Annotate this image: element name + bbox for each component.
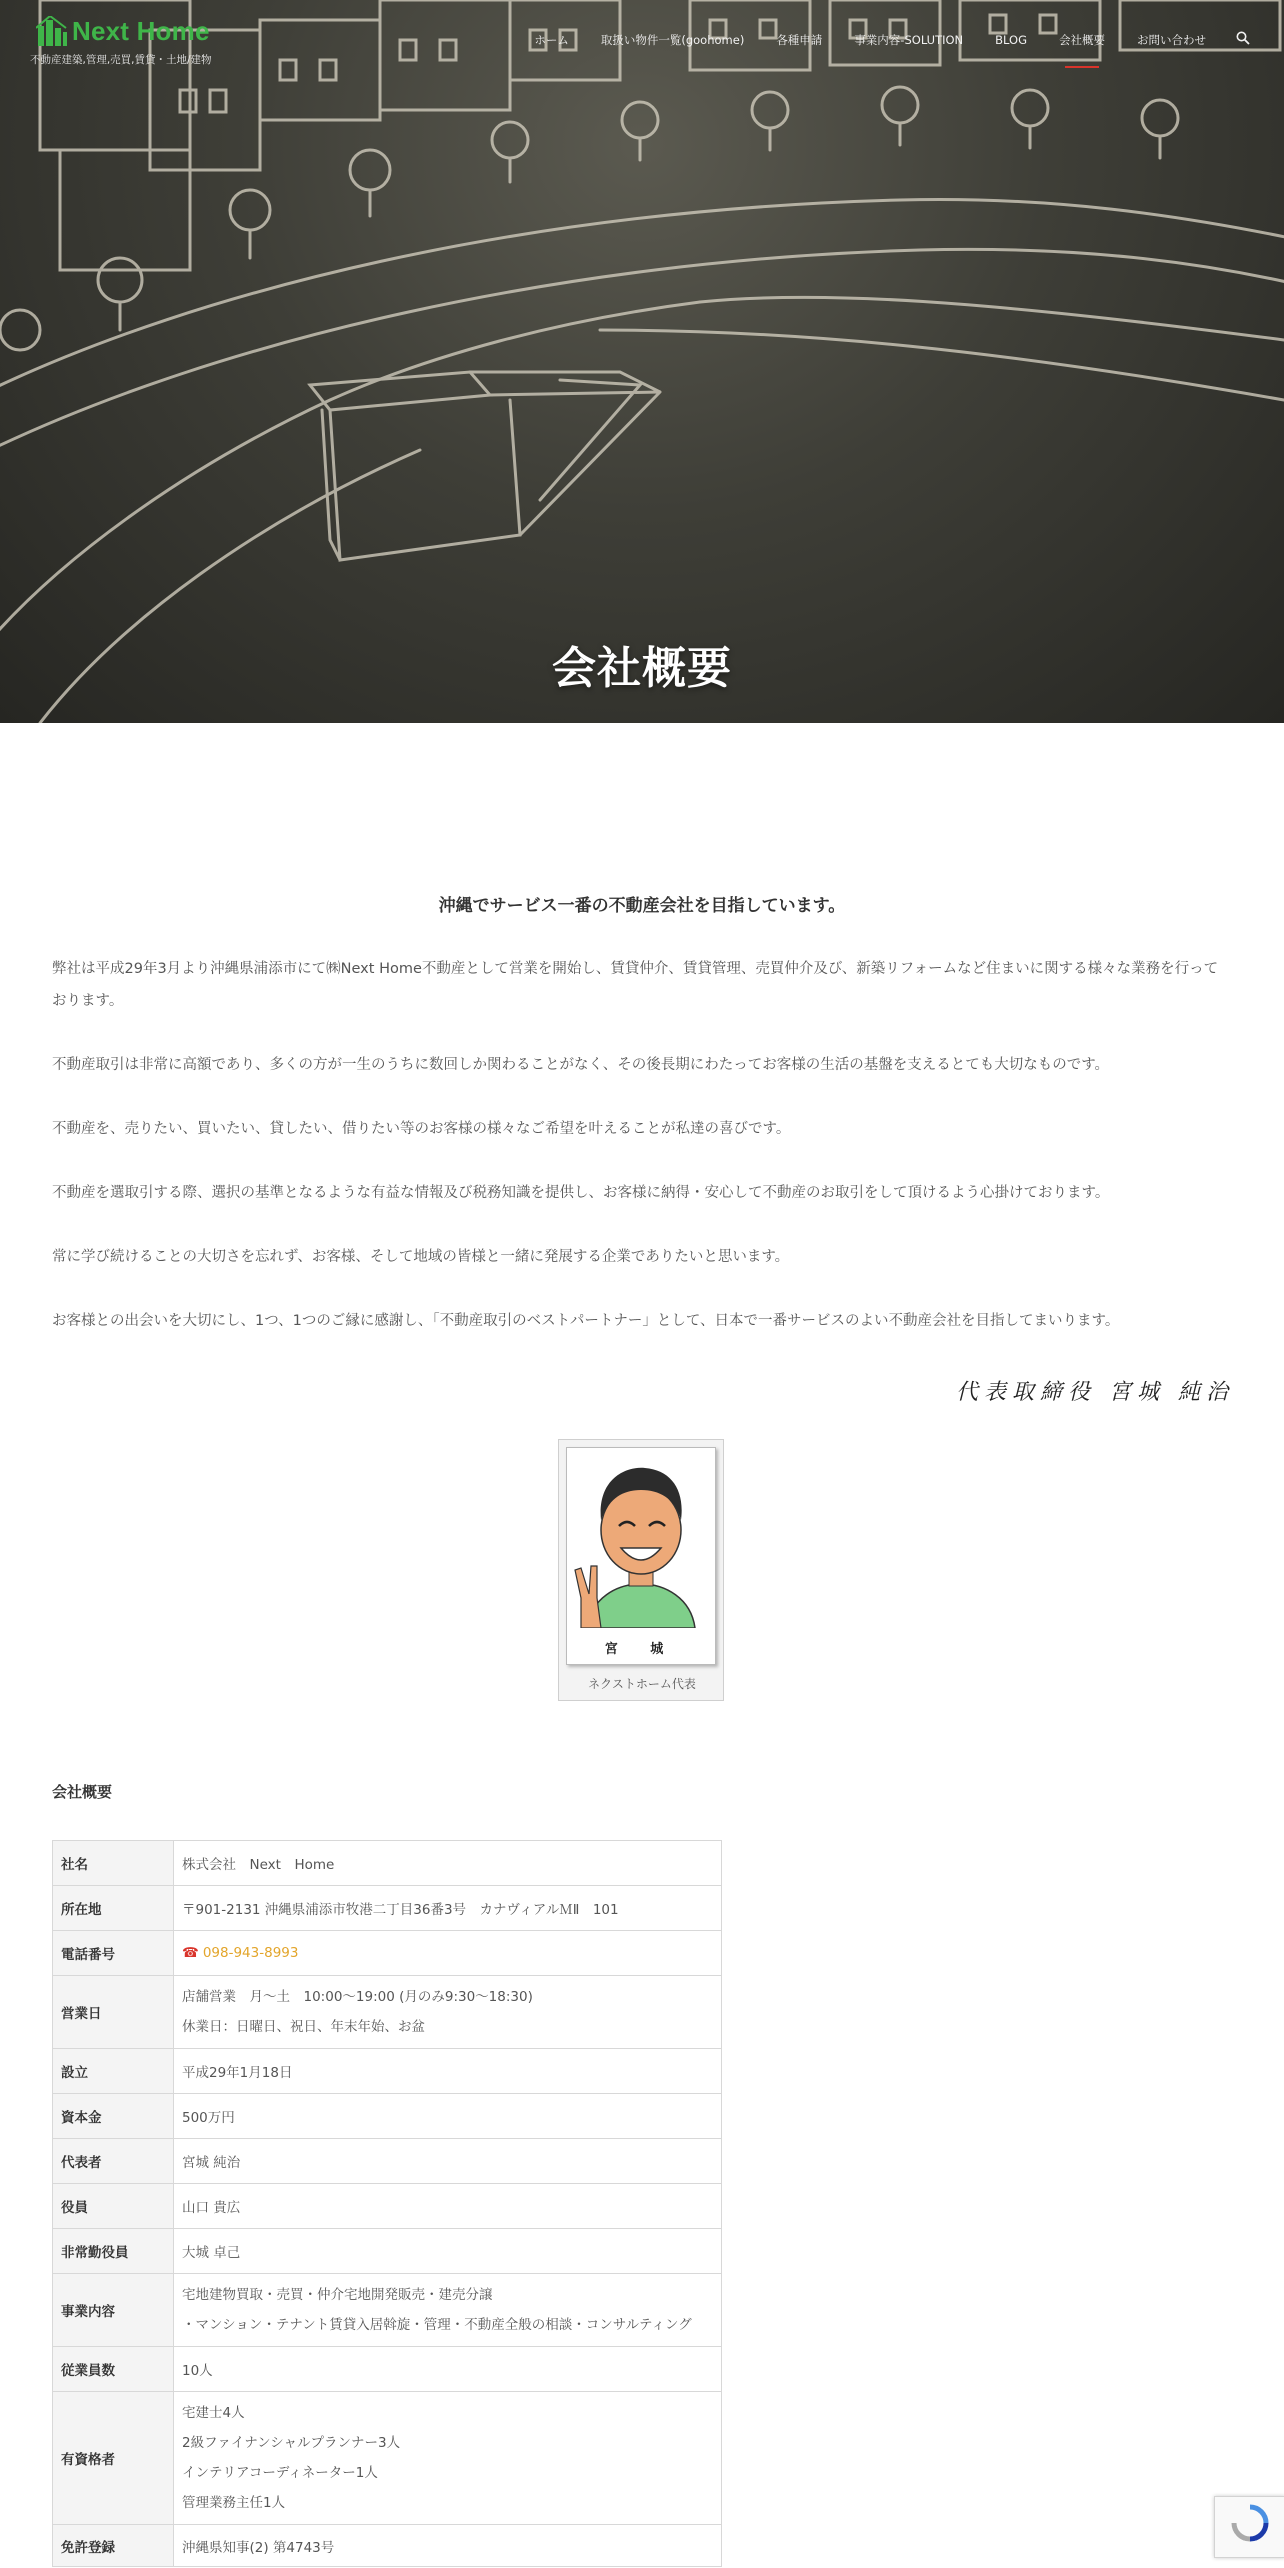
- table-row: [53, 2392, 722, 2525]
- portrait-name: 宮 城: [604, 1642, 678, 1657]
- row-value: 山口 貴広: [174, 2184, 722, 2229]
- row-value-line: 2級ファイナンシャルプランナー3人: [182, 2435, 401, 2451]
- phone-link[interactable]: 098-943-8993: [202, 1945, 299, 1961]
- nav-contact[interactable]: お問い合わせ: [1137, 32, 1206, 47]
- row-value: 株式会社 Next Home: [174, 1841, 722, 1886]
- building-icon: [36, 16, 68, 46]
- row-value: [174, 1976, 722, 2049]
- intro-paragraph: お客様との出会いを大切にし、1つ、1つのご縁に感謝し、「不動産取引のベストパートナー」として、日本で一番サービスのよい不動産会社を目指してまいります。: [52, 1313, 1120, 1329]
- page-title: 会社概要: [552, 643, 732, 694]
- row-key: 非常勤役員: [53, 2229, 174, 2274]
- row-value: 平成29年1月18日: [174, 2049, 722, 2094]
- row-key: 社名: [53, 1841, 174, 1886]
- table-row: [53, 2094, 722, 2139]
- row-value: [174, 2274, 722, 2347]
- row-key: 電話番号: [53, 1931, 174, 1976]
- row-value: 10人: [174, 2347, 722, 2392]
- row-value: 500万円: [174, 2094, 722, 2139]
- tagline: 不動産建築,管理,売買,賃貸・土地/建物: [30, 54, 212, 66]
- intro-paragraph: 弊社は平成29年3月より沖縄県浦添市にて㈱Next Home不動産として営業を開始し、賃貸仲介、賃貸管理、売買仲介及び、新築リフォームなど住まいに関する様々な業務を行っております。: [52, 961, 1219, 1009]
- row-value: [174, 2392, 722, 2525]
- row-value: [174, 1931, 722, 1976]
- row-value-line: 宅建士4人: [182, 2405, 245, 2421]
- table-row: [53, 2139, 722, 2184]
- recaptcha-badge[interactable]: [1214, 2496, 1284, 2558]
- table-row: [53, 1841, 722, 1886]
- caricature-illustration: [567, 1448, 715, 1628]
- table-row: [53, 1931, 722, 1976]
- table-row: [53, 1976, 722, 2049]
- row-key: 免許登録: [53, 2525, 174, 2567]
- table-row: [53, 1886, 722, 1931]
- row-key: 設立: [53, 2049, 174, 2094]
- row-value-line: 宅地建物買取・売買・仲介宅地開発販売・建売分譲: [182, 2287, 493, 2303]
- row-value: 〒901-2131 沖縄県浦添市牧港二丁目36番3号 カナヴィアルＭⅡ 101: [174, 1886, 722, 1931]
- row-key: 役員: [53, 2184, 174, 2229]
- logo[interactable]: [36, 16, 212, 46]
- company-section-title: 会社概要: [52, 1783, 113, 1801]
- table-row: [53, 2184, 722, 2229]
- nav-home[interactable]: ホーム: [534, 32, 569, 47]
- table-row: [53, 2274, 722, 2347]
- nav-company[interactable]: 会社概要: [1059, 32, 1105, 47]
- hero-banner: [0, 0, 1284, 723]
- table-row: [53, 2347, 722, 2392]
- nav-applications[interactable]: 各種申請: [776, 32, 823, 47]
- phone-icon: ☎: [182, 1945, 199, 1961]
- row-value-line: ・マンション・テナント賃貸入居斡旋・管理・不動産全般の相談・コンサルティング: [182, 2317, 692, 2333]
- table-row: [53, 2049, 722, 2094]
- row-key: 資本金: [53, 2094, 174, 2139]
- caricature-image: [566, 1447, 716, 1665]
- search-icon[interactable]: [1236, 30, 1250, 49]
- intro-paragraph: 常に学び続けることの大切さを忘れず、お客様、そして地域の皆様と一緒に発展する企業でありたいと思います。: [52, 1249, 790, 1265]
- nav-solution[interactable]: 事業内容-SOLUTION: [854, 32, 964, 47]
- nav-listings[interactable]: 取扱い物件一覧(goohome): [600, 32, 745, 47]
- row-key: 事業内容: [53, 2274, 174, 2347]
- representative-signature: 代表取締役 宮城 純治: [956, 1380, 1234, 1405]
- row-value: 大城 卓己: [174, 2229, 722, 2274]
- intro-paragraph: 不動産取引は非常に高額であり、多くの方が一生のうちに数回しか関わることがなく、その後長期にわたってお客様の生活の基盤を支えるとても大切なものです。: [52, 1057, 1110, 1073]
- row-key: 従業員数: [53, 2347, 174, 2392]
- intro-heading: 沖縄でサービス一番の不動産会社を目指しています。: [438, 896, 846, 916]
- row-key: 代表者: [53, 2139, 174, 2184]
- logo-text: Next Home: [72, 16, 210, 46]
- table-row: [53, 2229, 722, 2274]
- row-value-line: インテリアコーディネーター1人: [182, 2465, 378, 2481]
- row-value-line: 休業日：日曜日、祝日、年末年始、お盆: [182, 2019, 425, 2035]
- portrait-caption: ネクストホーム代表: [588, 1677, 696, 1691]
- row-key: 営業日: [53, 1976, 174, 2049]
- recaptcha-icon: [1230, 2503, 1270, 2543]
- chalkboard-town-illustration: [0, 0, 1284, 723]
- nav-blog[interactable]: BLOG: [995, 32, 1027, 47]
- intro-paragraph: 不動産を選取引する際、選択の基準となるような有益な情報及び税務知識を提供し、お客様に納得・安心して不動産のお取引をして頂けるよう心掛けております。: [52, 1185, 1110, 1201]
- row-value: 宮城 純治: [174, 2139, 722, 2184]
- intro-paragraph: 不動産を、売りたい、買いたい、貸したい、借りたい等のお客様の様々なご希望を叶えることが私達の喜びです。: [52, 1121, 791, 1137]
- row-value-line: 管理業務主任1人: [182, 2495, 286, 2511]
- row-key: 所在地: [53, 1886, 174, 1931]
- representative-portrait: [558, 1439, 724, 1701]
- brand[interactable]: [30, 16, 212, 67]
- table-row: [53, 2525, 722, 2567]
- row-value-line: 店舗営業 月～土 10:00～19:00 (月のみ9:30～18:30): [182, 1989, 533, 2005]
- main-nav: [502, 30, 1250, 49]
- row-value: 沖縄県知事(2) 第4743号: [174, 2525, 722, 2567]
- row-key: 有資格者: [53, 2392, 174, 2525]
- company-info-table: [52, 1840, 722, 2567]
